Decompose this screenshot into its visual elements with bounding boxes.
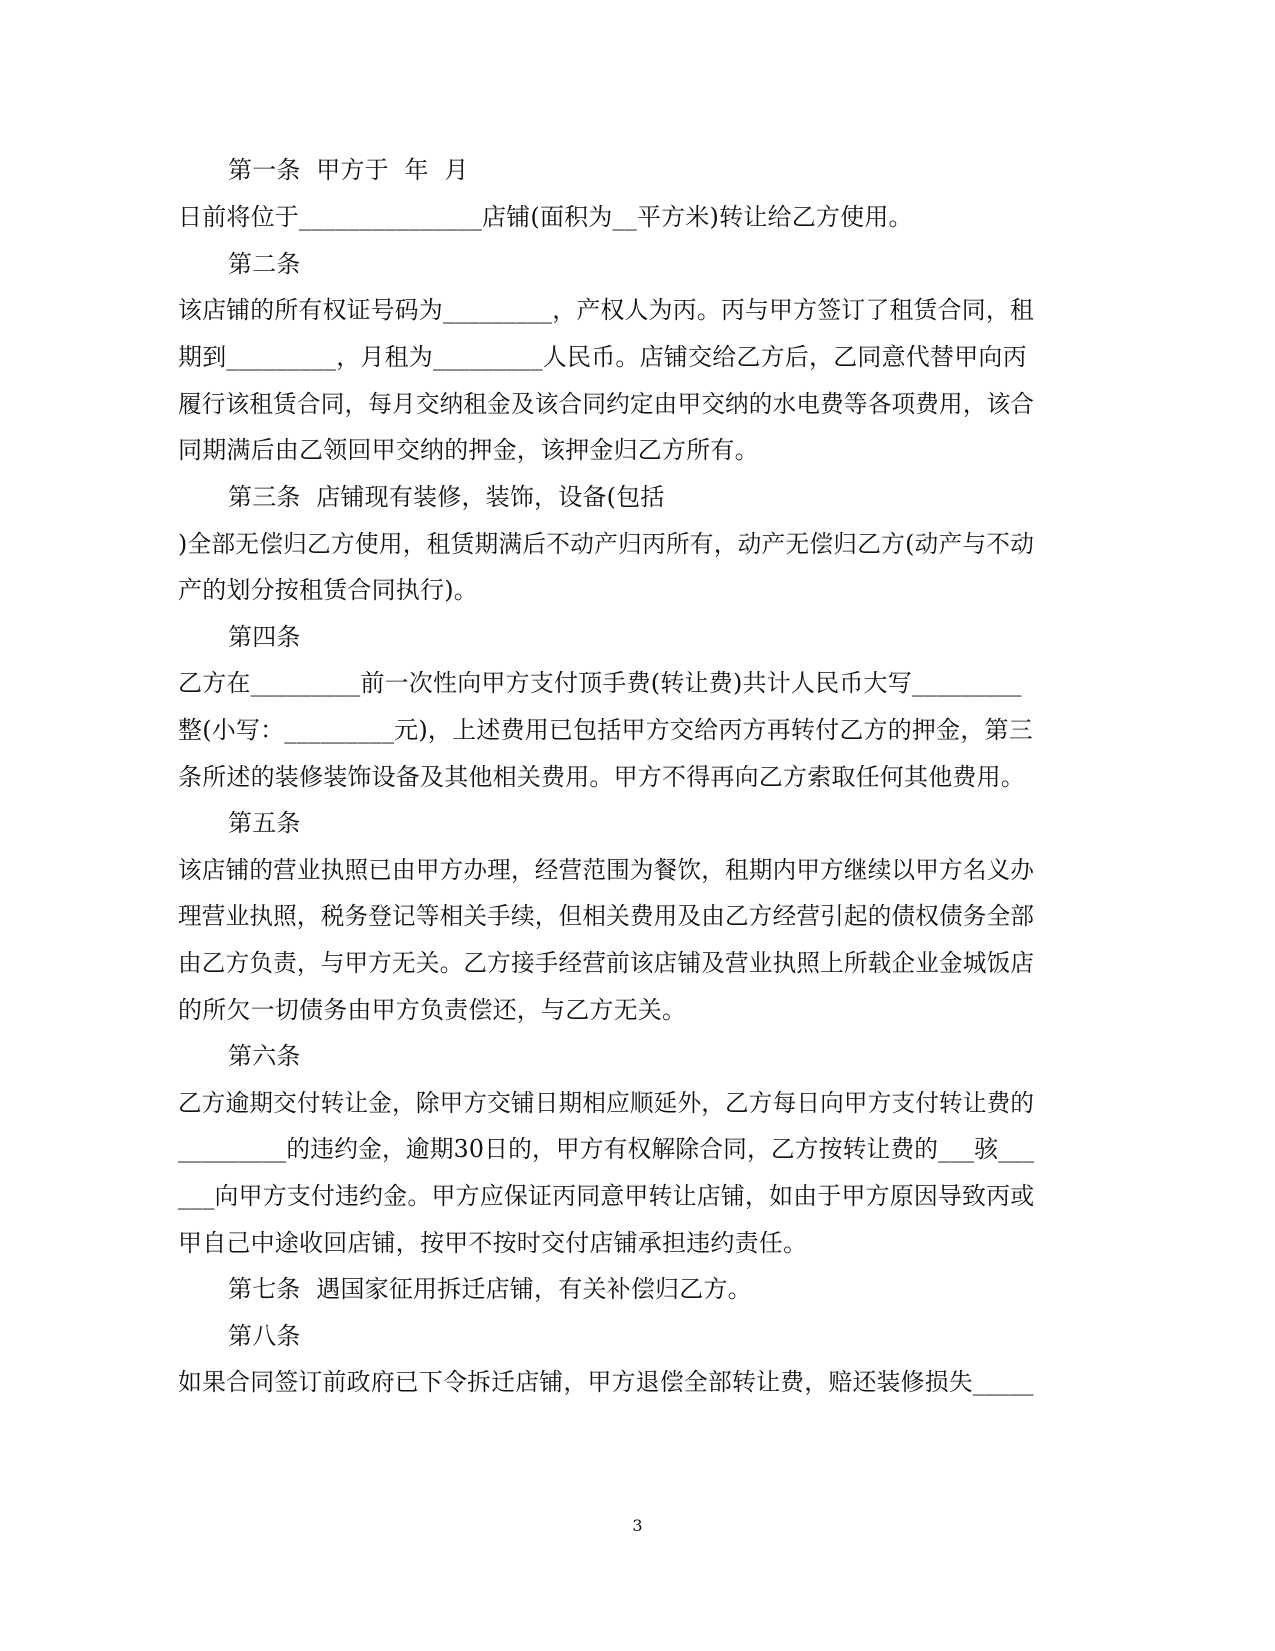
clause-6-text-line-2: _________的违约金，逾期30日的，甲方有权解除合同，乙方按转让费的___骇___ [178,1135,1035,1163]
clause-5-text-line-4: 的所欠一切债务由甲方负责偿还，与乙方无关。 [178,996,687,1024]
clause-2-text-line-3: 履行该租赁合同，每月交纳租金及该合同约定由甲交纳的水电费等各项费用，该合 [178,390,1035,418]
clause-4-text-line-2: 整(小写：_________元)，上述费用已包括甲方交给丙方再转付乙方的押金，第三 [178,716,1033,744]
clause-8-text-line-1: 如果合同签订前政府已下令拆迁店铺，甲方退偿全部转让费，赔还装修损失_____ [178,1368,1034,1396]
clause-4-heading: 第四条 [228,623,301,651]
clause-8-heading: 第八条 [228,1322,301,1350]
clause-6-text-line-4: 甲自己中途收回店铺，按甲不按时交付店铺承担违约责任。 [178,1229,808,1257]
clause-6-text-line-1: 乙方逾期交付转让金，除甲方交铺日期相应顺延外，乙方每日向甲方支付转让费的 [178,1089,1035,1117]
clause-5-text-line-2: 理营业执照，税务登记等相关手续，但相关费用及由乙方经营引起的债权债务全部 [178,902,1035,930]
clause-6-text-line-3: ___向甲方支付违约金。甲方应保证丙同意甲转让店铺，如由于甲方原因导致丙或 [178,1182,1035,1210]
clause-6-heading: 第六条 [228,1042,301,1070]
clause-3-text-line-2: 产的划分按租赁合同执行)。 [178,576,478,604]
clause-5-text-line-3: 由乙方负责，与甲方无关。乙方接手经营前该店铺及营业执照上所载企业金城饭店 [178,949,1035,977]
clause-1-text: 日前将位于_______________店铺(面积为__平方米)转让给乙方使用。 [178,203,913,231]
clause-5-text-line-1: 该店铺的营业执照已由甲方办理，经营范围为餐饮，租期内甲方继续以甲方名义办 [178,856,1035,884]
clause-2-heading: 第二条 [228,250,301,278]
page-number: 3 [632,1516,643,1535]
clause-4-text-line-3: 条所述的装修装饰设备及其他相关费用。甲方不得再向乙方索取任何其他费用。 [178,763,1025,791]
clause-5-heading: 第五条 [228,809,301,837]
clause-4-text-line-1: 乙方在_________前一次性向甲方支付顶手费(转让费)共计人民币大写_________ [178,669,1022,697]
clause-3-heading: 第三条 店铺现有装修，装饰，设备(包括 [228,483,665,511]
clause-2-text-line-1: 该店铺的所有权证号码为_________，产权人为丙。丙与甲方签订了租赁合同，租 [178,296,1034,324]
clause-1-heading: 第一条 甲方于 年 月 [228,156,469,184]
clause-2-text-line-2: 期到_________，月租为_________人民币。店铺交给乙方后，乙同意代替甲向丙 [178,343,1027,371]
clause-7-heading: 第七条 遇国家征用拆迁店铺，有关补偿归乙方。 [228,1275,752,1303]
clause-3-text-line-1: )全部无偿归乙方使用，租赁期满后不动产归丙所有，动产无偿归乙方(动产与不动 [178,530,1035,558]
clause-2-text-line-4: 同期满后由乙领回甲交纳的押金，该押金归乙方所有。 [178,436,759,464]
